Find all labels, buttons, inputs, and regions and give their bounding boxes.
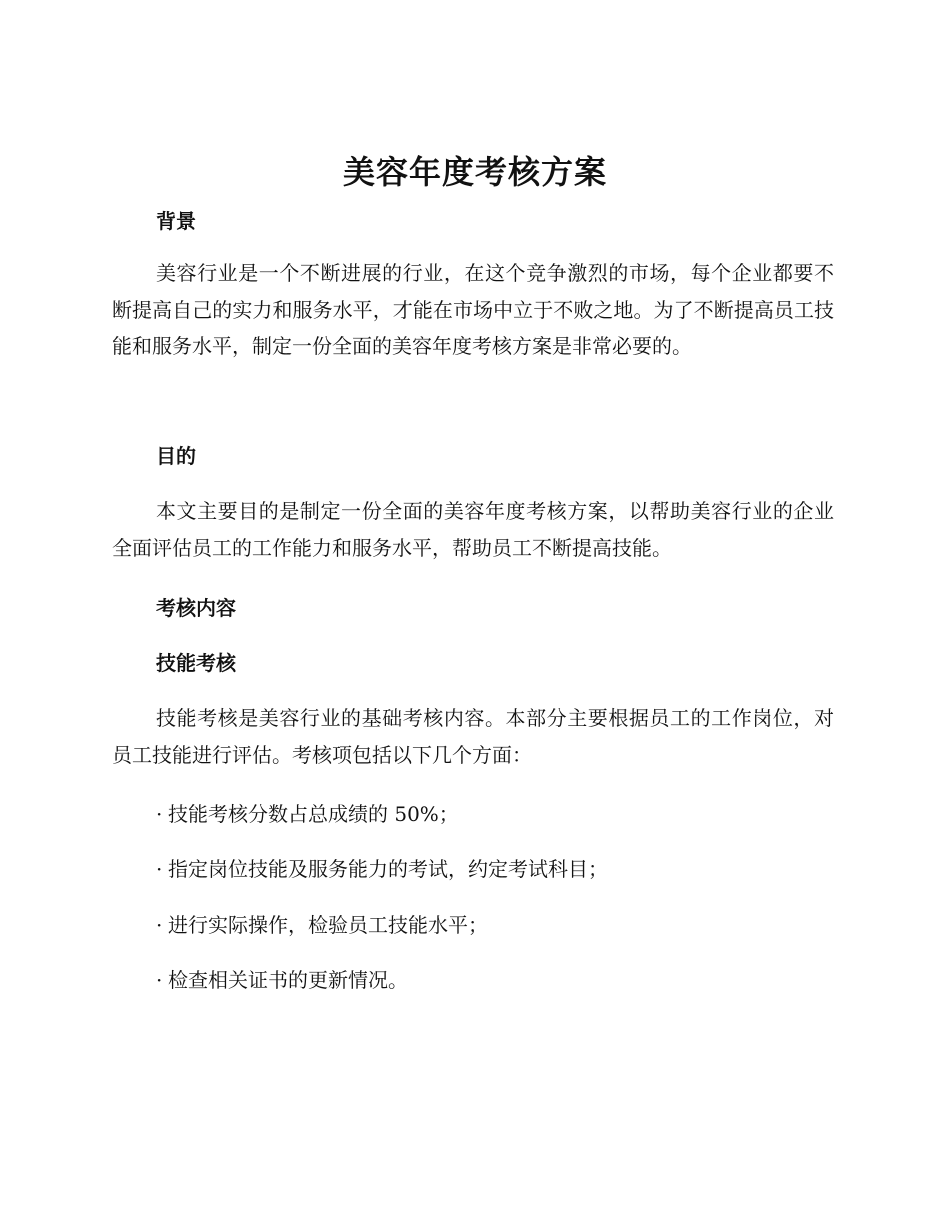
bullet-text: 指定岗位技能及服务能力的考试，约定考试科目；: [168, 857, 608, 881]
section-heading-purpose: 目的: [156, 444, 196, 468]
bullet-text: 进行实际操作，检验员工技能水平；: [168, 913, 488, 937]
paragraph-background: 美容行业是一个不断进展的行业，在这个竞争激烈的市场，每个企业都要不断提高自己的实力和服务水平，才能在市场中立于不败之地。为了不断提高员工技能和服务水平，制定一份全面的美容年度考核方案是非常必要的。: [112, 261, 834, 358]
section-heading-content: 考核内容: [156, 596, 236, 620]
bullet-mark: ·: [156, 802, 163, 826]
bullet-text: 检查相关证书的更新情况。: [168, 968, 408, 992]
bullet-text: 技能考核分数占总成绩的 50%；: [168, 802, 459, 826]
paragraph-skill: 技能考核是美容行业的基础考核内容。本部分主要根据员工的工作岗位，对员工技能进行评估。考核项包括以下几个方面：: [112, 706, 834, 767]
bullet-item: [156, 910, 488, 940]
section-heading-background: 背景: [156, 209, 196, 233]
bullet-item: [156, 965, 408, 995]
section-heading-skill: 技能考核: [156, 651, 236, 675]
bullet-mark: ·: [156, 968, 163, 992]
bullet-item: [156, 854, 608, 884]
bullet-mark: ·: [156, 857, 163, 881]
paragraph-purpose: 本文主要目的是制定一份全面的美容年度考核方案，以帮助美容行业的企业全面评估员工的工作能力和服务水平，帮助员工不断提高技能。: [112, 499, 834, 560]
bullet-mark: ·: [156, 913, 163, 937]
document-title: 美容年度考核方案: [342, 153, 607, 191]
bullet-item: [156, 799, 459, 829]
